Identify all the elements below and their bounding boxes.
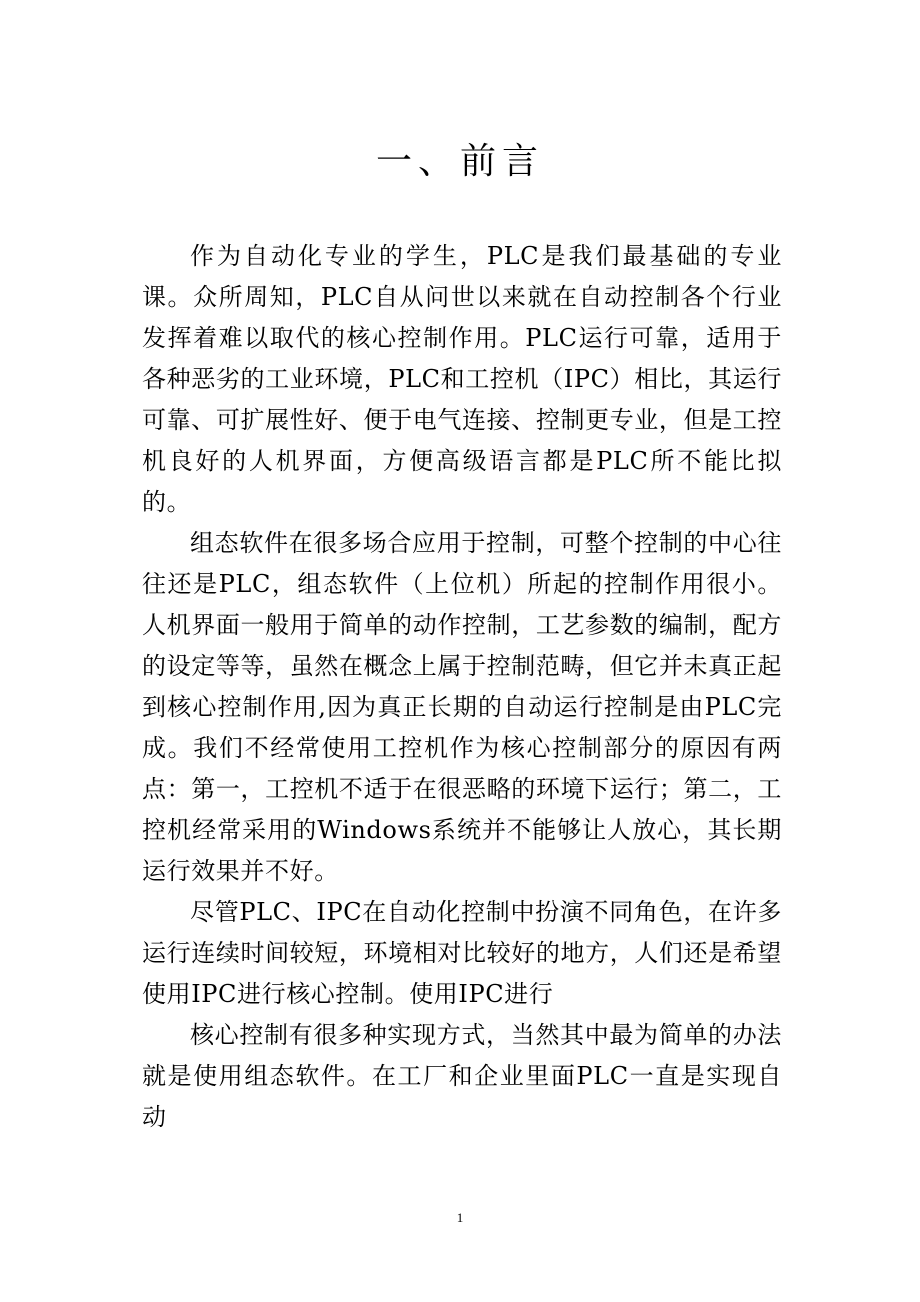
body-text xyxy=(142,236,782,1138)
paragraph-4: 核心控制有很多种实现方式，当然其中最为简单的办法就是使用组态软件。在工厂和企业里面PLC一直是实现自动 xyxy=(142,1021,782,1131)
paragraph-3: 尽管PLC、IPC在自动化控制中扮演不同角色，在许多运行连续时间较短，环境相对比较好的地方，人们还是希望使用IPC进行核心控制。使用IPC进行 xyxy=(142,898,782,1008)
page-title: 一、前言 xyxy=(375,141,544,182)
page-number: 1 xyxy=(456,1210,464,1225)
paragraph-1: 作为自动化专业的学生，PLC是我们最基础的专业课。众所周知，PLC自从问世以来就在自动控制各个行业发挥着难以取代的核心控制作用。PLC运行可靠，适用于各种恶劣的工业环境，PLC和工控机（IPC）相比，其运行可靠、可扩展性好、便于电气连接、控制更专业，但是工控机良好的人机界面，方便高级语言都是PLC所不能比拟的。 xyxy=(142,242,782,516)
paragraph-2: 组态软件在很多场合应用于控制，可整个控制的中心往往还是PLC，组态软件（上位机）所起的控制作用很小。人机界面一般用于简单的动作控制，工艺参数的编制，配方的设定等等，虽然在概念上属于控制范畴，但它并未真正起到核心控制作用,因为真正长期的自动运行控制是由PLC完成。我们不经常使用工控机作为核心控制部分的原因有两点：第一，工控机不适于在很恶略的环境下运行；第二，工控机经常采用的Windows系统并不能够让人放心，其长期运行效果并不好。 xyxy=(142,529,782,885)
